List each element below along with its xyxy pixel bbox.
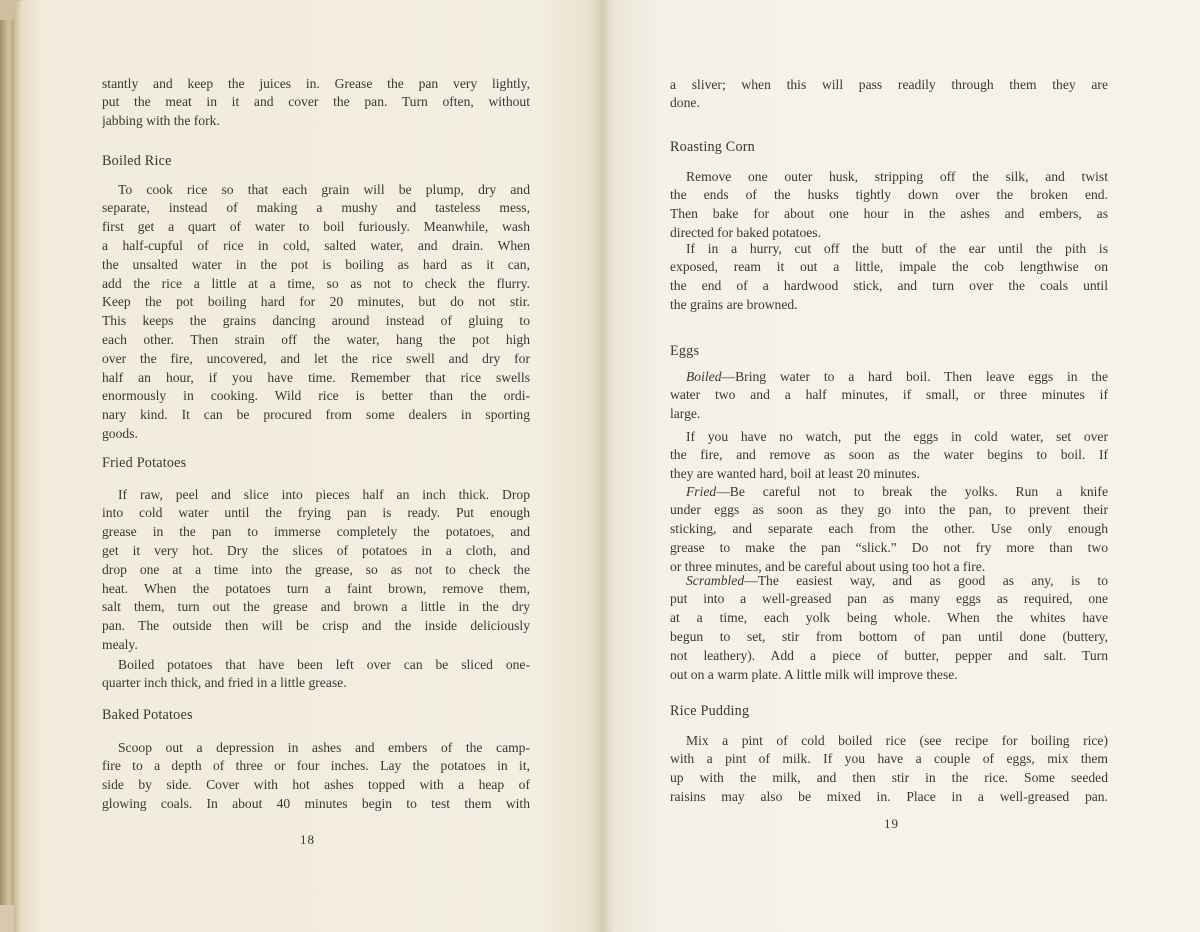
heading-text: Fried Potatoes [102,454,187,471]
text-line: not leathery). Add a piece of butter, pepper and salt. Turn [670,647,1108,663]
section-heading [670,702,1108,721]
text-line: add the rice a little at a time, so as not to check the flurry. [102,275,530,291]
text-line: quarter inch thick, and fried in a little grease. [102,675,347,691]
paragraph [670,368,1108,424]
text-line: Boiled potatoes that have been left over can be sliced one- [118,656,530,672]
italic-lead: Boiled [686,368,722,384]
paragraph [102,486,530,655]
section-heading [102,706,530,725]
line-rest: —Bring water to a hard boil. Then leave eggs in the [721,368,1108,384]
heading-text: Roasting Corn [670,138,755,155]
text-line: Scoop out a depression in ashes and embers of the camp- [118,739,530,755]
text-line: pan. The outside then will be crisp and the inside deliciously [102,618,530,634]
text-line: the grains are browned. [670,296,798,312]
text-line: into cold water until the frying pan is ready. Put enough [102,505,530,521]
text-line: goods. [102,425,138,441]
text-line: sticking, and separate each from the other. Use only enough [670,521,1108,537]
text-line: salt them, turn out the grease and brown a little in the dry [102,599,530,615]
heading-text: Boiled Rice [102,152,172,169]
paragraph [102,75,530,131]
text-line: nary kind. It can be procured from some dealers in sporting [102,407,530,423]
text-line: the ends of the husks tightly down over the broken end. [670,187,1108,203]
text-line [670,483,1108,502]
text-line: If raw, peel and slice into pieces half an inch thick. Drop [118,486,530,502]
text-line: side by side. Cover with hot ashes topped with a heap of [102,777,530,793]
text-line: Keep the pot boiling hard for 20 minutes, but do not stir. [102,294,530,310]
text-line: mealy. [102,636,138,652]
line-rest: —The easiest way, and as good as any, is to [744,572,1108,588]
text-line: the fire, and remove as soon as the water begins to boil. If [670,447,1108,463]
text-line: To cook rice so that each grain will be plump, dry and [118,181,530,197]
text-line: Then bake for about one hour in the ashes and embers, as [670,206,1108,222]
heading-text: Baked Potatoes [102,706,193,723]
text-line: each other. Then strain off the water, hang the pot high [102,331,530,347]
text-line: out on a warm plate. A little milk will improve these. [670,666,958,682]
text-line [670,572,1108,591]
text-line: a half-cupful of rice in cold, salted water, and drain. When [102,237,530,253]
text-line: stantly and keep the juices in. Grease the pan very lightly, [102,75,530,91]
text-line: glowing coals. In about 40 minutes begin to test them with [102,795,530,811]
text-line: drop one at a time into the grease, so as not to check the [102,561,530,577]
paragraph [670,168,1108,243]
paragraph [670,572,1108,685]
text-line: done. [670,95,700,111]
text-line: separate, instead of making a mushy and tasteless mess, [102,200,530,216]
paragraph [670,483,1108,577]
text-line: grease in the pan to immerse completely the potatoes, and [102,524,530,540]
text-line: the end of a hardwood stick, and turn over the coals until [670,278,1108,294]
section-heading [102,152,530,171]
section-heading [670,138,1108,157]
page-number: 19 [884,816,899,831]
text-line: a sliver; when this will pass readily through them they are [670,76,1108,92]
left-page [14,0,602,932]
text-line: large. [670,406,701,422]
italic-lead: Scrambled [686,572,745,588]
text-line: put into a well-greased pan as many eggs as required, one [670,591,1108,607]
text-line: grease to make the pan “slick.” Do not fry more than two [670,539,1108,555]
paragraph [102,739,530,814]
section-heading [102,454,530,473]
text-line: exposed, ream it out a little, impale the cob lengthwise on [670,259,1108,275]
text-line: put the meat in it and cover the pan. Turn often, without [102,94,530,110]
text-line: over the fire, uncovered, and let the rice swell and dry for [102,350,530,366]
heading-text: Eggs [670,342,700,359]
text-line: Remove one outer husk, stripping off the silk, and twist [686,168,1108,184]
italic-lead: Fried [686,483,717,499]
text-line: first get a quart of water to boil furiously. Meanwhile, wash [102,219,530,235]
text-line: If you have no watch, put the eggs in cold water, set over [686,428,1108,444]
text-line: half an hour, if you have time. Remember that rice swells [102,369,530,385]
paragraph [102,181,530,444]
text-line: fire to a depth of three or four inches. Lay the potatoes in it, [102,758,530,774]
text-line: begun to set, stir from bottom of pan until done (buttery, [670,628,1108,644]
text-line: jabbing with the fork. [102,113,220,129]
text-line: If in a hurry, cut off the butt of the ear until the pith is [686,240,1108,256]
text-line: they are wanted hard, boil at least 20 minutes. [670,466,920,482]
page-number: 18 [300,832,315,847]
line-rest: —Be careful not to break the yolks. Run a knife [716,483,1108,499]
section-heading [670,342,1108,361]
text-line: Mix a pint of cold boiled rice (see recipe for boiling rice) [686,732,1108,748]
text-line: This keeps the grains dancing around instead of gluing to [102,313,530,329]
paragraph [670,428,1108,484]
text-line: or three minutes, and be careful about using too hot a fire. [670,558,986,574]
text-line [670,368,1108,387]
paragraph [670,76,1108,114]
paragraph [102,656,530,694]
text-line: get it very hot. Dry the slices of potatoes in a cloth, and [102,542,530,558]
text-line: up with the milk, and then stir in the rice. Some seeded [670,770,1108,786]
text-line: water two and a half minutes, if small, or three minutes if [670,387,1108,403]
text-line: with a pint of milk. If you have a couple of eggs, mix them [670,751,1108,767]
page-edges [0,20,14,910]
text-line: the unsalted water in the pot is boiling as hard as it can, [102,256,530,272]
text-line: at a time, each yolk being whole. When the whites have [670,610,1108,626]
text-line: enormously in cooking. Wild rice is better than the ordi- [102,388,530,404]
heading-text: Rice Pudding [670,702,750,719]
text-line: directed for baked potatoes. [670,224,821,240]
text-line: under eggs as soon as they go into the pan, to prevent their [670,502,1108,518]
paragraph [670,240,1108,315]
text-line: raisins may also be mixed in. Place in a well-greased pan. [670,788,1108,804]
paragraph [670,732,1108,807]
text-line: heat. When the potatoes turn a faint brown, remove them, [102,580,530,596]
right-page [602,0,1200,932]
